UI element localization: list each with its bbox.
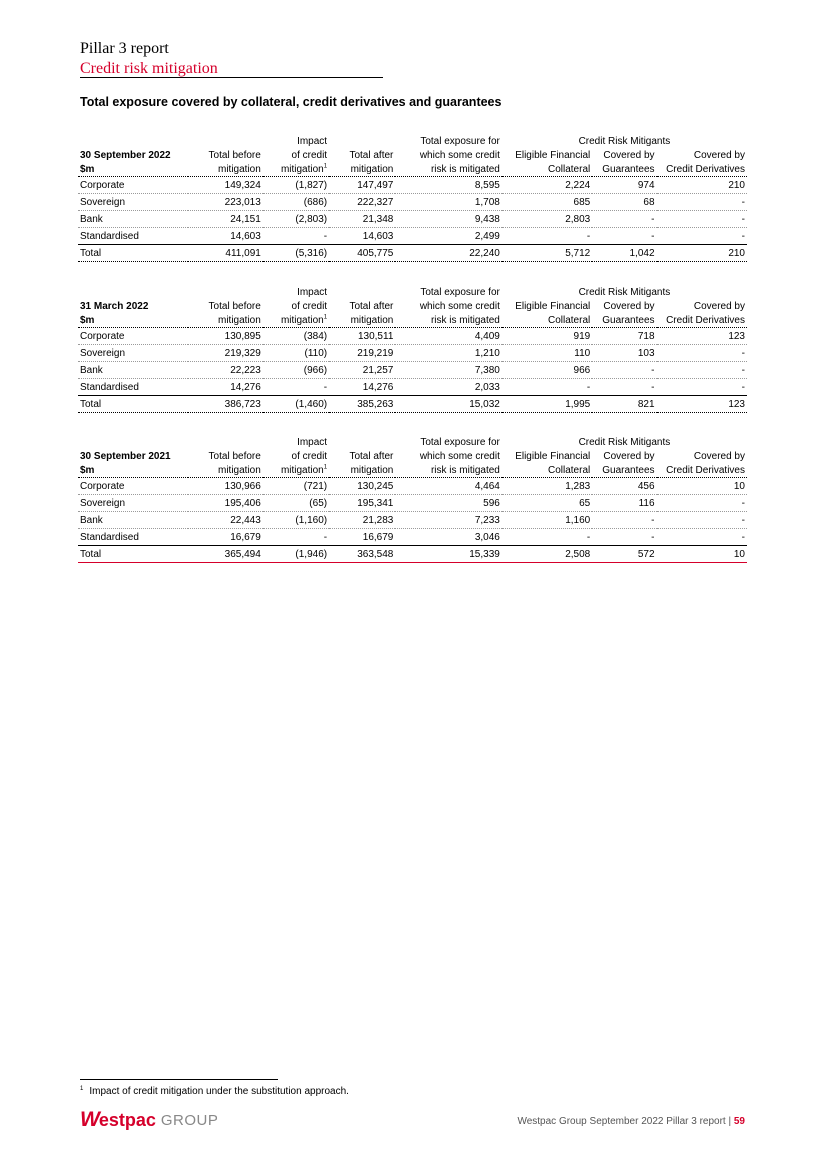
header-cell: Total after: [349, 451, 394, 462]
exposure-table: [78, 134, 747, 262]
header-cell: Eligible Financial: [515, 451, 591, 462]
header-cell: Covered by: [693, 301, 745, 312]
header-cell: [263, 313, 329, 328]
footnote-ref: 1: [323, 464, 328, 471]
row-label: Sovereign: [78, 194, 188, 211]
row-label: Standardised: [78, 379, 188, 396]
table-cell: 147,497: [329, 177, 395, 194]
table-cell: 2,224: [502, 177, 592, 194]
table-cell: 385,263: [329, 396, 395, 413]
section-title: Total exposure covered by collateral, credit derivatives and guarantees: [80, 95, 502, 109]
table-cell: 149,324: [188, 177, 262, 194]
table-cell: 966: [502, 362, 592, 379]
header-cell: risk is mitigated: [395, 162, 501, 177]
header-cell: mitigation: [329, 162, 395, 177]
table-cell: 14,603: [188, 228, 262, 245]
table-cell: 195,341: [329, 495, 395, 512]
table-cell: 3,046: [395, 529, 501, 546]
header-cell: risk is mitigated: [395, 313, 501, 328]
header-text: mitigation: [280, 465, 324, 476]
header-cell: Guarantees: [592, 162, 656, 177]
table-cell: (65): [263, 495, 329, 512]
header-cell: Credit Derivatives: [657, 313, 747, 328]
table-cell: (1,946): [263, 546, 329, 563]
row-label: Bank: [78, 211, 188, 228]
header-cell: Guarantees: [592, 313, 656, 328]
table-cell: (1,160): [263, 512, 329, 529]
table-row: [78, 228, 747, 245]
table-cell: 386,723: [188, 396, 262, 413]
header-cell: [329, 134, 395, 148]
table-cell: 1,210: [395, 345, 501, 362]
report-title: Pillar 3 report: [80, 40, 169, 57]
table-cell: 572: [592, 546, 656, 563]
table-cell: -: [592, 362, 656, 379]
header-cell: [78, 134, 188, 148]
header-cell: Covered by: [693, 451, 745, 462]
table-cell: (686): [263, 194, 329, 211]
crm-group-header: Credit Risk Mitigants: [578, 287, 671, 298]
crm-group-header: Credit Risk Mitigants: [578, 437, 671, 448]
table-cell: (384): [263, 328, 329, 345]
table-period: 31 March 2022: [80, 301, 149, 312]
table-cell: (110): [263, 345, 329, 362]
table-cell: 22,443: [188, 512, 262, 529]
footnote-ref: 1: [323, 314, 328, 321]
table-cell: 10: [657, 546, 747, 563]
table-cell: -: [657, 529, 747, 546]
table-cell: 130,511: [329, 328, 395, 345]
table-cell: -: [592, 379, 656, 396]
table-period: 30 September 2022: [80, 150, 171, 161]
header-cell: Collateral: [502, 463, 592, 478]
table-cell: (2,803): [263, 211, 329, 228]
table-cell: 210: [657, 245, 747, 262]
table-cell: -: [263, 379, 329, 396]
table-cell: 65: [502, 495, 592, 512]
header-cell: which some credit: [419, 301, 500, 312]
table-row: [78, 512, 747, 529]
table-cell: 219,219: [329, 345, 395, 362]
header-cell: Collateral: [502, 162, 592, 177]
row-label: Corporate: [78, 328, 188, 345]
header-cell: Credit Derivatives: [657, 162, 747, 177]
table-row: [78, 345, 747, 362]
footnote-text: Impact of credit mitigation under the substitution approach.: [89, 1086, 349, 1097]
header-cell: mitigation: [188, 463, 262, 478]
table-cell: 5,712: [502, 245, 592, 262]
row-label: Corporate: [78, 177, 188, 194]
table-cell: -: [263, 228, 329, 245]
header-cell: mitigation: [329, 313, 395, 328]
row-label: Bank: [78, 362, 188, 379]
footnote-marker: 1: [80, 1085, 84, 1092]
table-cell: -: [592, 529, 656, 546]
total-row: [78, 396, 747, 413]
header-cell: mitigation: [188, 313, 262, 328]
table-cell: -: [657, 362, 747, 379]
report-subtitle: Credit risk mitigation: [80, 60, 218, 77]
table-cell: 7,233: [395, 512, 501, 529]
table-cell: (5,316): [263, 245, 329, 262]
westpac-logo: [80, 1110, 218, 1130]
table-cell: 4,409: [395, 328, 501, 345]
table-cell: 130,966: [188, 478, 262, 495]
table-cell: 1,283: [502, 478, 592, 495]
logo-group: GROUP: [160, 1111, 219, 1129]
table-cell: 223,013: [188, 194, 262, 211]
header-cell: Total before: [208, 301, 261, 312]
table-cell: 21,257: [329, 362, 395, 379]
footnote: [80, 1086, 349, 1097]
header-cell: Total after: [349, 150, 394, 161]
table-cell: -: [657, 194, 747, 211]
table-row: [78, 379, 747, 396]
header-cell: Covered by: [603, 150, 655, 161]
table-cell: (1,460): [263, 396, 329, 413]
table-cell: 123: [657, 328, 747, 345]
table-cell: -: [592, 512, 656, 529]
table-cell: 130,245: [329, 478, 395, 495]
header-cell: [188, 134, 262, 148]
header-cell: [78, 285, 188, 299]
table-cell: 219,329: [188, 345, 262, 362]
table-cell: (721): [263, 478, 329, 495]
table-cell: 14,276: [329, 379, 395, 396]
header-cell: Covered by: [603, 451, 655, 462]
table-cell: 24,151: [188, 211, 262, 228]
table-cell: 123: [657, 396, 747, 413]
table-cell: 718: [592, 328, 656, 345]
table-unit: $m: [78, 162, 188, 177]
header-cell: Impact: [297, 136, 328, 147]
table-cell: 596: [395, 495, 501, 512]
table-row: [78, 362, 747, 379]
table-cell: 456: [592, 478, 656, 495]
row-label: Sovereign: [78, 345, 188, 362]
table-cell: 21,348: [329, 211, 395, 228]
table-cell: 2,033: [395, 379, 501, 396]
table-cell: 363,548: [329, 546, 395, 563]
table-cell: 365,494: [188, 546, 262, 563]
header-cell: mitigation: [329, 463, 395, 478]
header-cell: Total before: [208, 451, 261, 462]
table-row: [78, 529, 747, 546]
table-cell: -: [657, 211, 747, 228]
table-cell: 685: [502, 194, 592, 211]
table-cell: 15,339: [395, 546, 501, 563]
crm-group-header: Credit Risk Mitigants: [578, 136, 671, 147]
header-cell: Guarantees: [592, 463, 656, 478]
header-cell: Collateral: [502, 313, 592, 328]
table-cell: (966): [263, 362, 329, 379]
table-cell: -: [657, 495, 747, 512]
header-cell: Impact: [297, 287, 328, 298]
row-label: Total: [78, 396, 188, 413]
table-cell: (1,827): [263, 177, 329, 194]
header-cell: which some credit: [419, 451, 500, 462]
table-cell: 1,160: [502, 512, 592, 529]
row-label: Total: [78, 245, 188, 262]
table-cell: 7,380: [395, 362, 501, 379]
table-cell: 2,508: [502, 546, 592, 563]
table-period: 30 September 2021: [80, 451, 171, 462]
header-cell: risk is mitigated: [395, 463, 501, 478]
table-cell: -: [657, 512, 747, 529]
header-cell: [78, 435, 188, 449]
table-cell: 15,032: [395, 396, 501, 413]
header-cell: Total exposure for: [420, 437, 500, 448]
table-row: [78, 478, 747, 495]
table-cell: 411,091: [188, 245, 262, 262]
header-cell: Total before: [208, 150, 261, 161]
table-cell: 210: [657, 177, 747, 194]
table-cell: 116: [592, 495, 656, 512]
header-cell: of credit: [291, 301, 328, 312]
table-cell: -: [502, 529, 592, 546]
footnote-ref: 1: [323, 163, 328, 170]
page-number: 59: [733, 1116, 745, 1127]
table-cell: 14,603: [329, 228, 395, 245]
header-cell: Total after: [349, 301, 394, 312]
header-cell: of credit: [291, 451, 328, 462]
table-row: [78, 211, 747, 228]
table-cell: 2,803: [502, 211, 592, 228]
total-row: [78, 546, 747, 563]
footer-text: Westpac Group September 2022 Pillar 3 report |: [517, 1116, 734, 1127]
table-cell: 22,240: [395, 245, 501, 262]
table-cell: 16,679: [188, 529, 262, 546]
header-cell: [188, 435, 262, 449]
footnote-divider: [80, 1079, 278, 1080]
header-cell: which some credit: [419, 150, 500, 161]
header-cell: mitigation: [188, 162, 262, 177]
table-cell: -: [657, 345, 747, 362]
table-cell: -: [502, 379, 592, 396]
table-cell: 974: [592, 177, 656, 194]
table-cell: 1,995: [502, 396, 592, 413]
total-row: [78, 245, 747, 262]
table-cell: -: [657, 228, 747, 245]
table-cell: 1,042: [592, 245, 656, 262]
table-unit: $m: [78, 313, 188, 328]
logo-mark: W: [80, 1108, 98, 1131]
table-cell: 9,438: [395, 211, 501, 228]
row-label: Standardised: [78, 529, 188, 546]
header-cell: Credit Derivatives: [657, 463, 747, 478]
header-cell: of credit: [291, 150, 328, 161]
table-cell: 22,223: [188, 362, 262, 379]
header-cell: Covered by: [603, 301, 655, 312]
table-row: [78, 495, 747, 512]
table-unit: $m: [78, 463, 188, 478]
table-cell: 1,708: [395, 194, 501, 211]
header-cell: Total exposure for: [420, 136, 500, 147]
row-label: Corporate: [78, 478, 188, 495]
header-cell: Covered by: [693, 150, 745, 161]
exposure-table: [78, 435, 747, 563]
table-cell: 919: [502, 328, 592, 345]
page-footer: [517, 1116, 745, 1127]
row-label: Total: [78, 546, 188, 563]
row-label: Bank: [78, 512, 188, 529]
header-cell: Eligible Financial: [515, 301, 591, 312]
header-cell: Eligible Financial: [515, 150, 591, 161]
header-cell: [329, 285, 395, 299]
table-row: [78, 194, 747, 211]
row-label: Sovereign: [78, 495, 188, 512]
table-cell: 821: [592, 396, 656, 413]
table-cell: 4,464: [395, 478, 501, 495]
header-cell: [188, 285, 262, 299]
table-cell: -: [263, 529, 329, 546]
header-cell: [263, 463, 329, 478]
table-cell: -: [502, 228, 592, 245]
table-row: [78, 177, 747, 194]
header-text: mitigation: [280, 164, 324, 175]
table-cell: 2,499: [395, 228, 501, 245]
header-cell: [263, 162, 329, 177]
logo-name: estpac: [98, 1109, 156, 1130]
header-cell: Total exposure for: [420, 287, 500, 298]
table-cell: 21,283: [329, 512, 395, 529]
table-cell: 10: [657, 478, 747, 495]
table-cell: 110: [502, 345, 592, 362]
table-row: [78, 328, 747, 345]
table-cell: 14,276: [188, 379, 262, 396]
exposure-table: [78, 285, 747, 413]
table-cell: -: [657, 379, 747, 396]
table-cell: 68: [592, 194, 656, 211]
table-cell: 16,679: [329, 529, 395, 546]
header-cell: Impact: [297, 437, 328, 448]
table-cell: -: [592, 228, 656, 245]
header-text: mitigation: [280, 315, 324, 326]
table-cell: 195,406: [188, 495, 262, 512]
table-cell: 222,327: [329, 194, 395, 211]
table-cell: 103: [592, 345, 656, 362]
row-label: Standardised: [78, 228, 188, 245]
table-cell: -: [592, 211, 656, 228]
header-cell: [329, 435, 395, 449]
header-divider: [80, 77, 383, 78]
table-cell: 8,595: [395, 177, 501, 194]
table-cell: 130,895: [188, 328, 262, 345]
table-cell: 405,775: [329, 245, 395, 262]
